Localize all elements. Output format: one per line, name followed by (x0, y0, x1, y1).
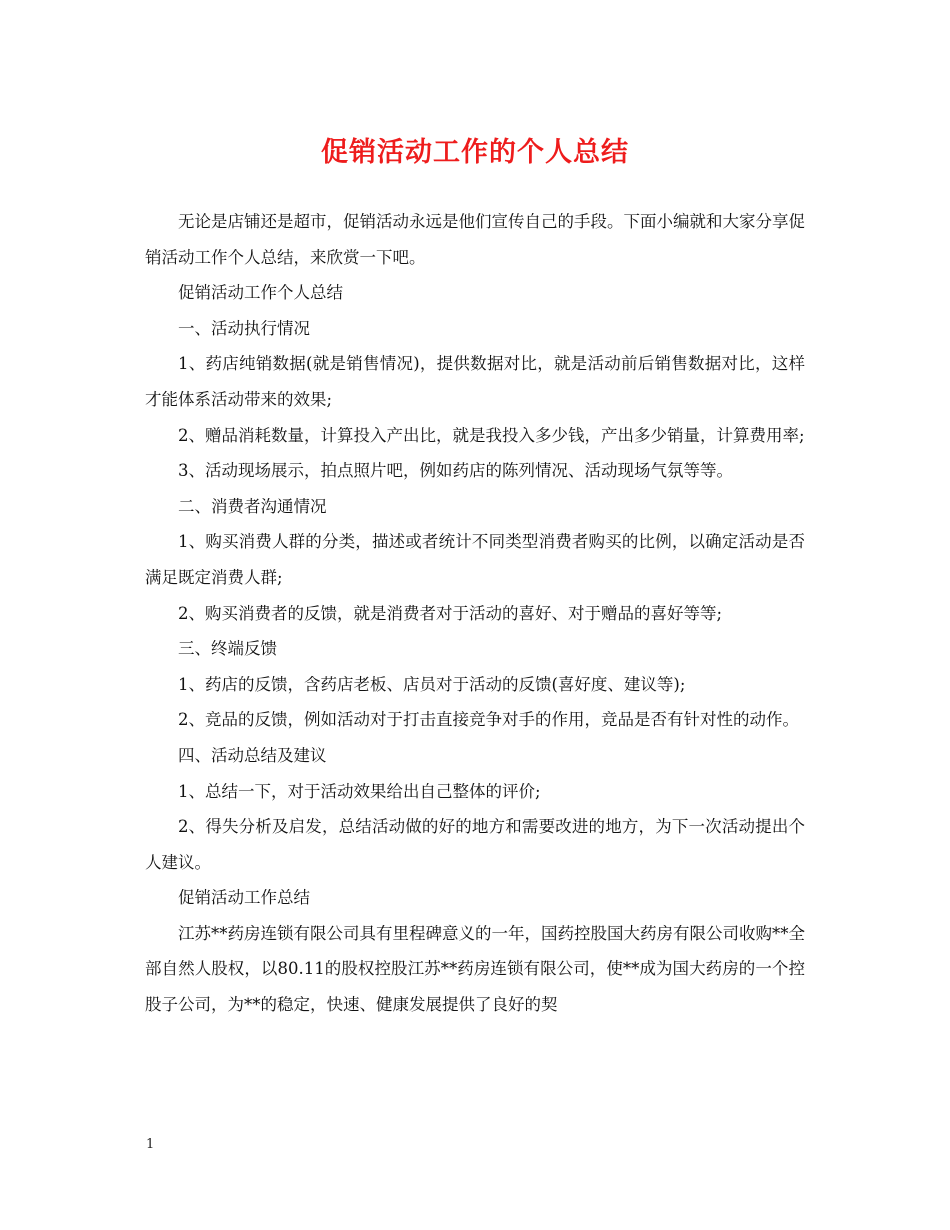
section-heading-1: 一、活动执行情况 (178, 318, 310, 338)
section-heading-2: 二、消费者沟通情况 (178, 496, 327, 516)
paragraph-intro: 无论是店铺还是超市，促销活动永远是他们宣传自己的手段。下面小编就和大家分享促销活动工作个人总结，来欣赏一下吧。 (145, 212, 805, 267)
document-body (145, 204, 805, 1023)
document-title: 促销活动工作的个人总结 (321, 137, 629, 168)
paragraph-company-summary: 江苏**药房连锁有限公司具有里程碑意义的一年，国药控股国大药房有限公司收购**全部自然人股权，以80.11的股权控股江苏**药房连锁有限公司，使**成为国大药房的一个控股子公司，为**的稳定，快速、健康发展提供了良好的契 (145, 923, 805, 1015)
paragraph-3-2: 2、竞品的反馈，例如活动对于打击直接竞争对手的作用，竞品是否有针对性的动作。 (178, 710, 799, 730)
paragraph-1-2: 2、赠品消耗数量，计算投入产出比，就是我投入多少钱，产出多少销量，计算费用率; (178, 425, 805, 445)
paragraph-2-1: 1、购买消费人群的分类，描述或者统计不同类型消费者购买的比例，以确定活动是否满足既定消费人群; (145, 532, 805, 587)
paragraph-2-2: 2、购买消费者的反馈，就是消费者对于活动的喜好、对于赠品的喜好等等; (178, 603, 723, 623)
section-heading-4: 四、活动总结及建议 (178, 745, 327, 765)
paragraph-4-1: 1、总结一下，对于活动效果给出自己整体的评价; (178, 781, 541, 801)
section-heading-3: 三、终端反馈 (178, 639, 277, 659)
paragraph-3-1: 1、药店的反馈，含药店老板、店员对于活动的反馈(喜好度、建议等); (178, 674, 686, 694)
page-number: 1 (146, 1137, 155, 1152)
paragraph-heading-personal-summary: 促销活动工作个人总结 (178, 283, 343, 303)
paragraph-heading-work-summary: 促销活动工作总结 (178, 888, 310, 908)
paragraph-1-3: 3、活动现场展示，拍点照片吧，例如药店的陈列情况、活动现场气氛等等。 (178, 461, 733, 481)
paragraph-1-1: 1、药店纯销数据(就是销售情况)，提供数据对比，就是活动前后销售数据对比，这样才能体系活动带来的效果; (145, 354, 805, 409)
paragraph-4-2: 2、得失分析及启发，总结活动做的好的地方和需要改进的地方，为下一次活动提出个人建议。 (145, 817, 805, 872)
